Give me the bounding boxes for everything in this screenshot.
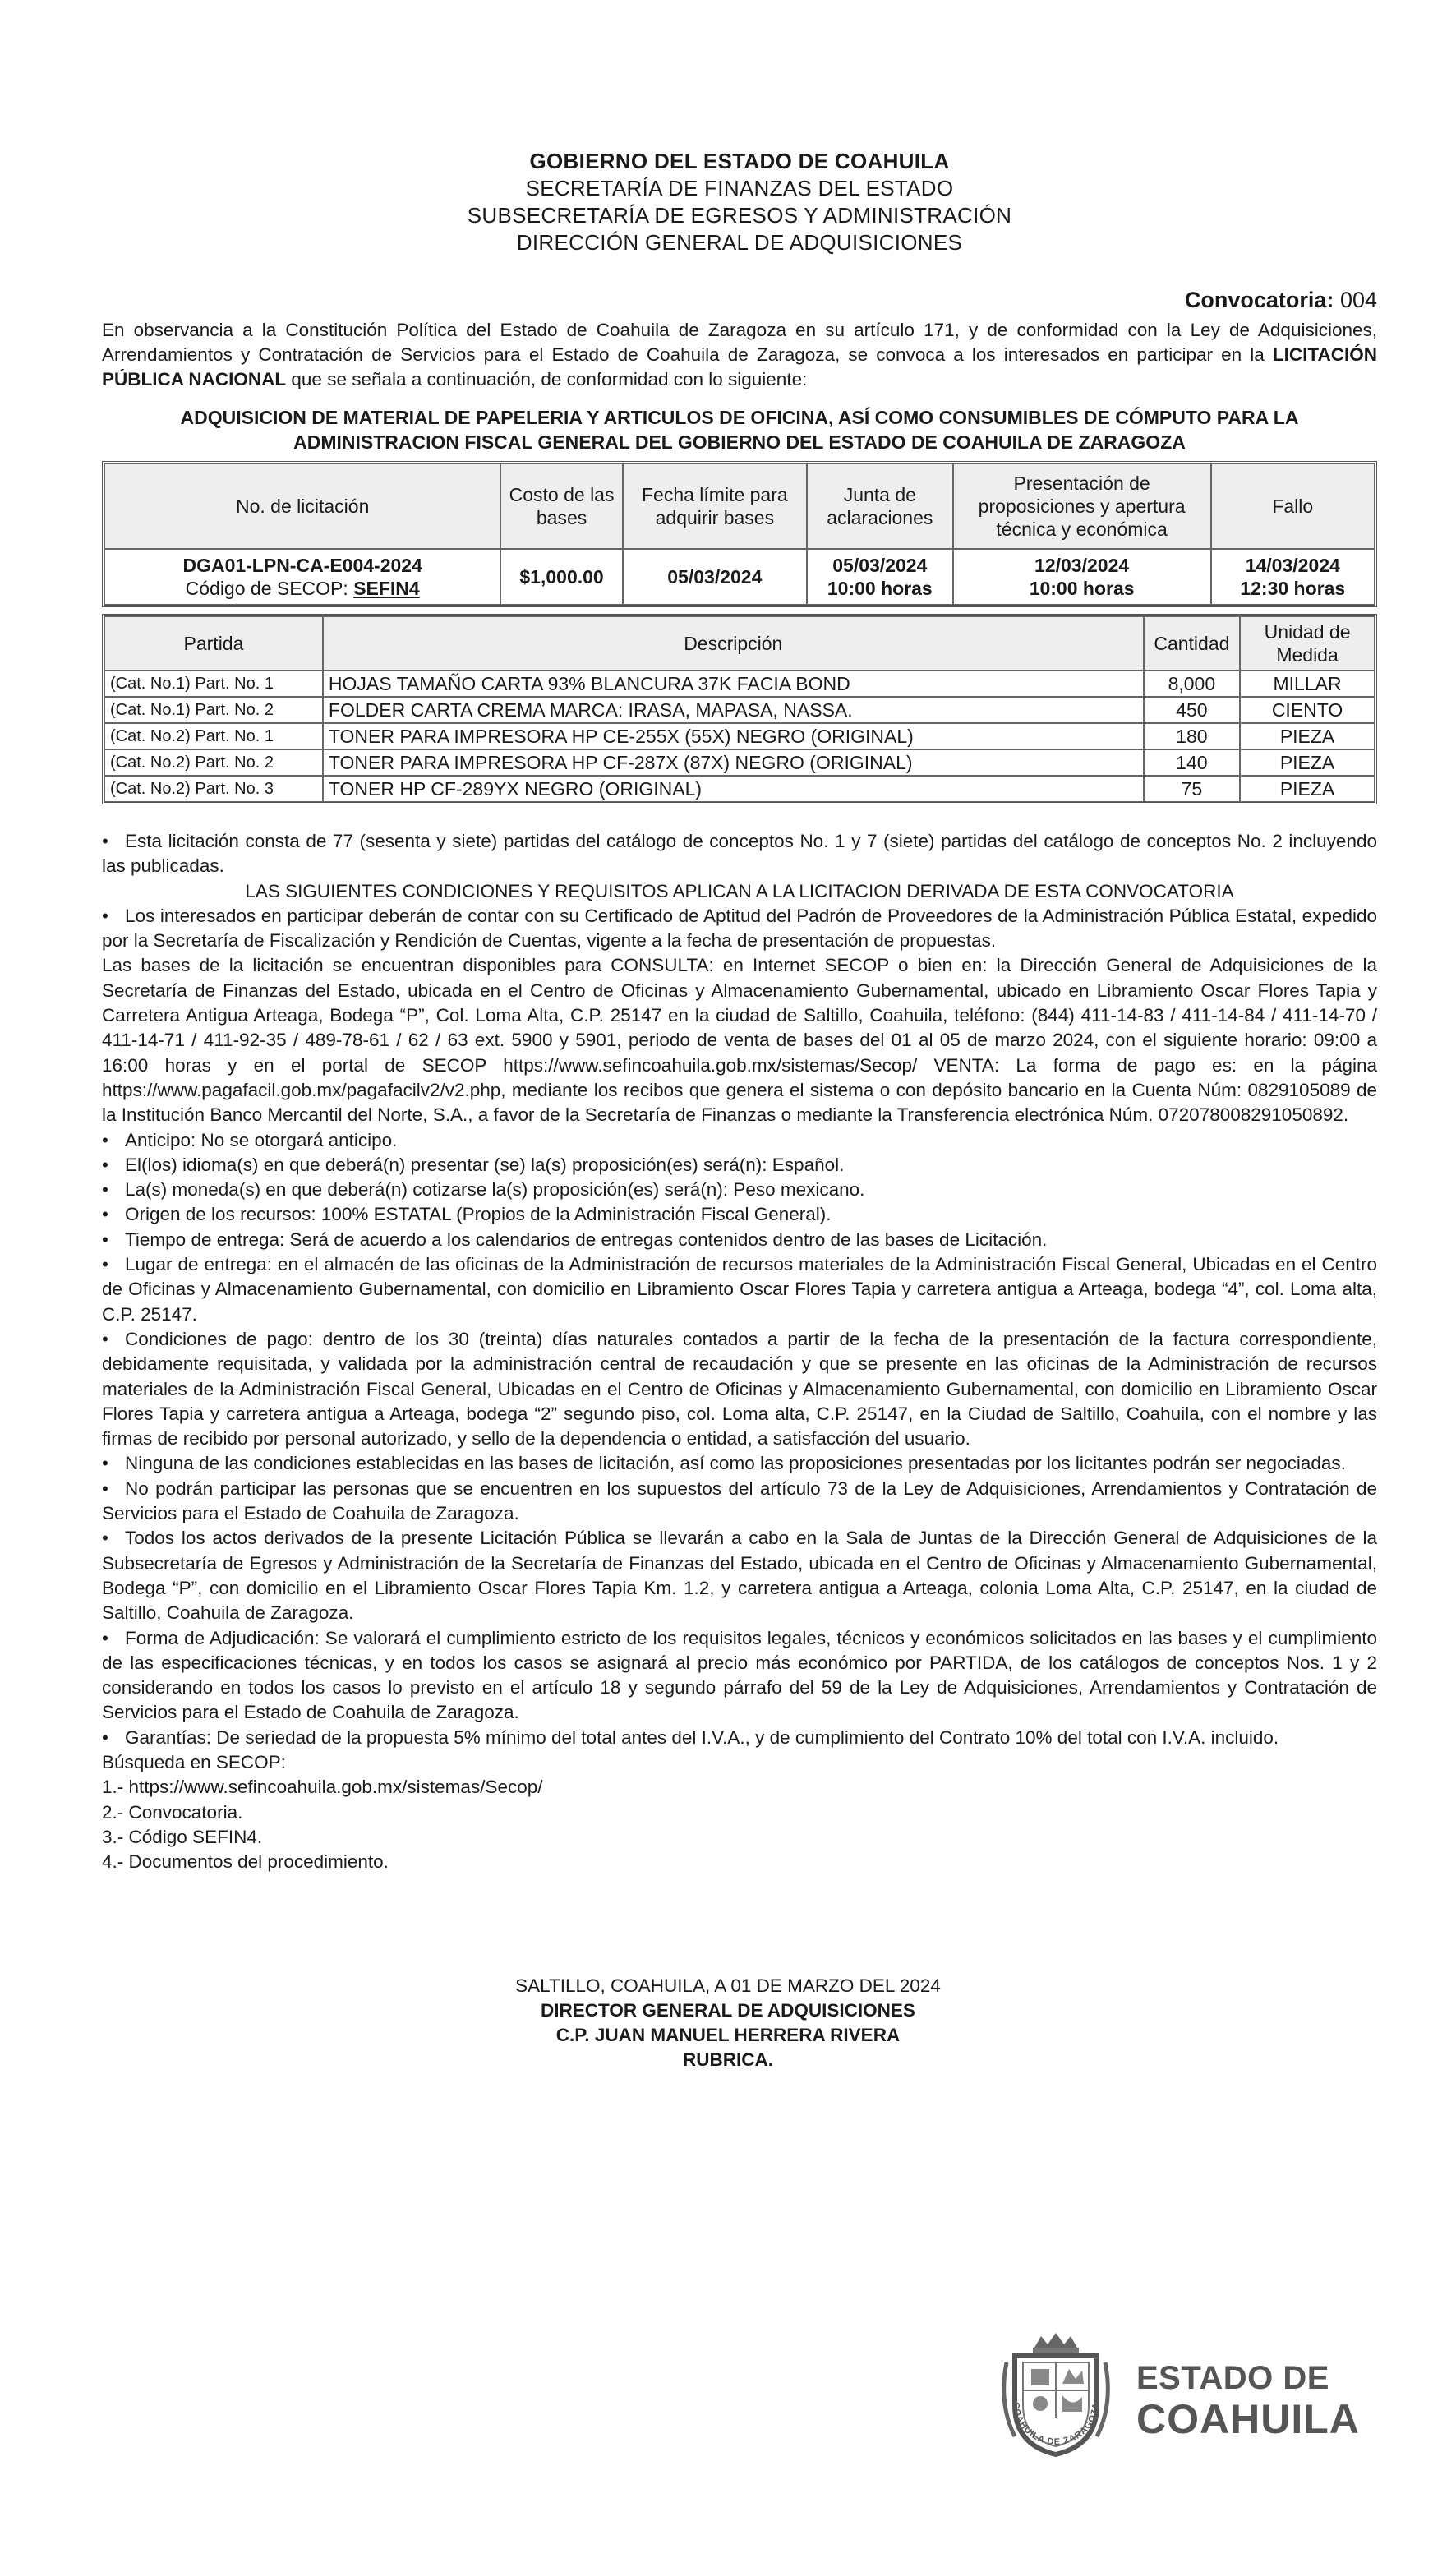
table-row	[104, 776, 1375, 802]
condition-item: • Esta licitación consta de 77 (sesenta y siete) partidas del catálogo de conceptos No. 1 y 7 (siete) partidas del catálogo de conceptos No. 2 incluyendo las publicadas.	[102, 829, 1377, 879]
signature-block	[0, 1974, 1456, 2072]
condition-item: • Garantías: De seriedad de la propuesta 5% mínimo del total antes del I.V.A., y de cumplimiento del Contrato 10% del total con I.V.A. incluido.	[102, 1726, 1377, 1750]
table-header-row	[104, 463, 1375, 549]
signature-place-date: SALTILLO, COAHUILA, A 01 DE MARZO DEL 2024	[515, 1975, 941, 1996]
table-header-row	[104, 616, 1375, 671]
cell-cantidad: 180	[1144, 723, 1240, 749]
document-page	[102, 148, 1377, 1874]
logo-wordmark	[1136, 2358, 1360, 2440]
col-fallo: Fallo	[1211, 463, 1375, 549]
junta-time: 10:00 horas	[827, 578, 933, 599]
cell-partida: (Cat. No.1) Part. No. 2	[104, 697, 323, 723]
search-step: 2.- Convocatoria.	[102, 1801, 243, 1823]
cell-fecha-limite: 05/03/2024	[623, 549, 807, 605]
convocatoria-value: 004	[1339, 288, 1377, 312]
conditions-heading: LAS SIGUIENTES CONDICIONES Y REQUISITOS APLICAN A LA LICITACION DERIVADA DE ESTA CONVOCATORIA	[245, 880, 1234, 901]
state-seal-icon	[990, 2330, 1122, 2461]
conditions-body	[102, 829, 1377, 1874]
header-government: GOBIERNO DEL ESTADO DE COAHUILA	[529, 149, 950, 173]
header-secretaria: SECRETARÍA DE FINANZAS DEL ESTADO	[525, 176, 954, 201]
cell-partida: (Cat. No.2) Part. No. 2	[104, 749, 323, 776]
table-row	[104, 749, 1375, 776]
cell-unidad: PIEZA	[1240, 749, 1375, 776]
signature-title: DIRECTOR GENERAL DE ADQUISICIONES	[541, 2000, 915, 2021]
cell-descripcion: FOLDER CARTA CREMA MARCA: IRASA, MAPASA, NASSA.	[323, 697, 1144, 723]
cell-descripcion: HOJAS TAMAÑO CARTA 93% BLANCURA 37K FACIA BOND	[323, 671, 1144, 697]
cell-partida: (Cat. No.1) Part. No. 1	[104, 671, 323, 697]
logo-line-2: COAHUILA	[1136, 2396, 1360, 2442]
tender-dates-table	[102, 461, 1377, 607]
signature-name: C.P. JUAN MANUEL HERRERA RIVERA	[555, 2025, 901, 2045]
condition-bases-paragraph: Las bases de la licitación se encuentran disponibles para CONSULTA: en Internet SECOP o bien en: la Dirección General de Adquisiciones de la Secretaría de Finanzas del Estado, ubicada en el Centro de Oficinas y Almacenamiento Gubernamental, ubicado en Libramiento Oscar Flores Tapia y Carretera Antigua Arteaga, Bodega “P”, Col. Loma Alta, C.P. 25147 en la ciudad de Saltillo, Coahuila, teléfono: (844) 411-14-83 / 411-14-84 / 411-14-70 / 411-14-71 / 411-92-35 / 489-78-61 / 62 / 63 ext. 5900 y 5901, periodo de venta de bases del 01 al 05 de marzo 2024, con el siguiente horario: 09:00 a 16:00 horas y en el portal de SECOP https://www.sefincoahuila.gob.mx/sistemas/Secop/ VENTA: La forma de pago es: en la página https://www.pagafacil.gob.mx/pagafacilv2/v2.php, mediante los recibos que genera el sistema o con depósito bancario en la Cuenta Núm: 0829105089 de la Institución Banco Mercantil del Norte, S.A., a favor de la Secretaría de Finanzas o mediante la Transferencia electrónica Núm. 072078008291050892.	[102, 955, 1377, 1126]
cell-descripcion: TONER PARA IMPRESORA HP CE-255X (55X) NEGRO (ORIGINAL)	[323, 723, 1144, 749]
subject-line-1: ADQUISICION DE MATERIAL DE PAPELERIA Y ARTICULOS DE OFICINA, ASÍ COMO CONSUMIBLES DE CÓMPUTO PARA LA	[180, 407, 1299, 428]
cell-licitacion	[104, 549, 500, 605]
cell-costo: $1,000.00	[500, 549, 622, 605]
table-row	[104, 697, 1375, 723]
condition-item: • Lugar de entrega: en el almacén de las oficinas de la Administración de recursos materiales de la Administración Fiscal General, Ubicadas en el Centro de Oficinas y Almacenamiento Gubernamental, con domicilio en Libramiento Oscar Flores Tapia y carretera antigua a Arteaga, bodega “4”, col. Loma alta, C.P. 25147.	[102, 1252, 1377, 1327]
col-descripcion: Descripción	[323, 616, 1144, 671]
table-row	[104, 723, 1375, 749]
condition-item: • La(s) moneda(s) en que deberá(n) cotizarse la(s) proposición(es) será(n): Peso mexicano.	[102, 1178, 1377, 1202]
codigo-value: SEFIN4	[353, 578, 420, 599]
search-step: 4.- Documentos del procedimiento.	[102, 1851, 389, 1873]
intro-text-1: En observancia a la Constitución Política del Estado de Coahuila de Zaragoza en su artículo 171, y de conformidad con la Ley de Adquisiciones, Arrendamientos y Contratación de Servicios para el Estado de Coahuila de Zaragoza, se convoca a los interesados en participar en la	[102, 320, 1377, 365]
codigo-label: Código de SECOP:	[185, 578, 354, 599]
condition-item: • Condiciones de pago: dentro de los 30 (treinta) días naturales contados a partir de la fecha de la presentación de la factura correspondiente, debidamente requisitada, y validada por la administración central de recaudación y que se presente en las oficinas de la Administración de recursos materiales de la Administración Fiscal General, Ubicadas en el Centro de Oficinas y Almacenamiento Gubernamental, con domicilio en Libramiento Oscar Flores Tapia y carretera antigua a Arteaga, bodega “2” segundo piso, col. Loma alta, C.P. 25147, en la Ciudad de Saltillo, Coahuila, con el nombre y las firmas de recibido por personal autorizado, y sello de la dependencia o entidad, a satisfacción del usuario.	[102, 1327, 1377, 1451]
logo-line-1: ESTADO DE	[1136, 2360, 1329, 2396]
table-row	[104, 671, 1375, 697]
cell-fallo	[1211, 549, 1375, 605]
col-partida: Partida	[104, 616, 323, 671]
cell-unidad: PIEZA	[1240, 776, 1375, 802]
search-step: 1.- https://www.sefincoahuila.gob.mx/sistemas/Secop/	[102, 1777, 543, 1798]
fallo-time: 12:30 horas	[1240, 578, 1346, 599]
intro-paragraph	[102, 318, 1377, 392]
cell-cantidad: 75	[1144, 776, 1240, 802]
condition-item: • Anticipo: No se otorgará anticipo.	[102, 1128, 1377, 1153]
cell-unidad: CIENTO	[1240, 697, 1375, 723]
cell-cantidad: 8,000	[1144, 671, 1240, 697]
subject-line-2: ADMINISTRACION FISCAL GENERAL DEL GOBIERNO DEL ESTADO DE COAHUILA DE ZARAGOZA	[293, 431, 1186, 453]
cell-junta	[807, 549, 953, 605]
table-row	[104, 549, 1375, 605]
condition-item: • Los interesados en participar deberán de contar con su Certificado de Aptitud del Padrón de Proveedores de la Administración Pública Estatal, expedido por la Secretaría de Fiscalización y Rendición de Cuentas, vigente a la fecha de presentación de propuestas.	[102, 904, 1377, 954]
col-unidad: Unidad de Medida	[1240, 616, 1375, 671]
fallo-date: 14/03/2024	[1245, 555, 1340, 576]
condition-item: • Origen de los recursos: 100% ESTATAL (Propios de la Administración Fiscal General).	[102, 1202, 1377, 1227]
condition-item: • Ninguna de las condiciones establecidas en las bases de licitación, así como las proposiciones presentadas por los licitantes podrán ser negociadas.	[102, 1451, 1377, 1476]
condition-item: • Forma de Adjudicación: Se valorará el cumplimiento estricto de los requisitos legales, técnicos y económicos solicitados en las bases y el cumplimiento de las especificaciones técnicas, y en todos los casos se asignará al precio más económico por PARTIDA, de los catálogos de conceptos Nos. 1 y 2 considerando en todos los casos lo previsto en el artículo 18 y segundo párrafo del 59 de la Ley de Adquisiciones, Arrendamientos y Contratación de Servicios para el Estado de Coahuila de Zaragoza.	[102, 1626, 1377, 1726]
presentacion-time: 10:00 horas	[1029, 578, 1135, 599]
cell-unidad: PIEZA	[1240, 723, 1375, 749]
cell-presentacion	[953, 549, 1211, 605]
col-licitacion: No. de licitación	[104, 463, 500, 549]
convocatoria-number	[102, 288, 1377, 313]
col-presentacion: Presentación de proposiciones y apertura técnica y económica	[953, 463, 1211, 549]
cell-partida: (Cat. No.2) Part. No. 1	[104, 723, 323, 749]
condition-item: • El(los) idioma(s) en que deberá(n) presentar (se) la(s) proposición(es) será(n): Español.	[102, 1153, 1377, 1178]
intro-bold: LICITACIÓN PÚBLICA NACIONAL	[102, 344, 1377, 389]
condition-item: • Todos los actos derivados de la presente Licitación Pública se llevarán a cabo en la Sala de Juntas de la Dirección General de Adquisiciones de la Subsecretaría de Egresos y Administración de la Secretaría de Finanzas del Estado, ubicada en el Centro de Oficinas y Almacenamiento Gubernamental, Bodega “P”, con domicilio en el Libramiento Oscar Flores Tapia Km. 1.2, y carretera antigua a Arteaga, colonia Loma Alta, C.P. 25147, en la ciudad de Saltillo, Coahuila de Zaragoza.	[102, 1526, 1377, 1625]
cell-unidad: MILLAR	[1240, 671, 1375, 697]
signature-rubrica: RUBRICA.	[683, 2049, 773, 2070]
cell-cantidad: 140	[1144, 749, 1240, 776]
coahuila-logo	[990, 2330, 1376, 2461]
intro-text-2: que se señala a continuación, de conformidad con lo siguiente:	[286, 369, 808, 389]
header-subsecretaria: SUBSECRETARÍA DE EGRESOS Y ADMINISTRACIÓN	[467, 203, 1012, 228]
col-junta: Junta de aclaraciones	[807, 463, 953, 549]
document-header	[102, 148, 1377, 256]
col-costo: Costo de las bases	[500, 463, 622, 549]
condition-item: • Tiempo de entrega: Será de acuerdo a los calendarios de entregas contenidos dentro de las bases de Licitación.	[102, 1228, 1377, 1252]
cell-descripcion: TONER PARA IMPRESORA HP CF-287X (87X) NEGRO (ORIGINAL)	[323, 749, 1144, 776]
cell-descripcion: TONER HP CF-289YX NEGRO (ORIGINAL)	[323, 776, 1144, 802]
cell-cantidad: 450	[1144, 697, 1240, 723]
header-direccion: DIRECCIÓN GENERAL DE ADQUISICIONES	[516, 230, 963, 255]
convocatoria-label: Convocatoria:	[1184, 288, 1334, 312]
junta-date: 05/03/2024	[832, 555, 928, 576]
tender-subject	[102, 405, 1377, 454]
search-title: Búsqueda en SECOP:	[102, 1751, 286, 1772]
licitacion-number: DGA01-LPN-CA-E004-2024	[182, 555, 422, 576]
search-step: 3.- Código SEFIN4.	[102, 1826, 263, 1847]
cell-partida: (Cat. No.2) Part. No. 3	[104, 776, 323, 802]
col-fecha-limite: Fecha límite para adquirir bases	[623, 463, 807, 549]
presentacion-date: 12/03/2024	[1034, 555, 1130, 576]
seal-text: COAHUILA DE ZARAGOZA	[1010, 2401, 1102, 2448]
condition-item: • No podrán participar las personas que se encuentren en los supuestos del artículo 73 de la Ley de Adquisiciones, Arrendamientos y Contratación de Servicios para el Estado de Coahuila de Zaragoza.	[102, 1477, 1377, 1527]
col-cantidad: Cantidad	[1144, 616, 1240, 671]
items-table	[102, 614, 1377, 804]
